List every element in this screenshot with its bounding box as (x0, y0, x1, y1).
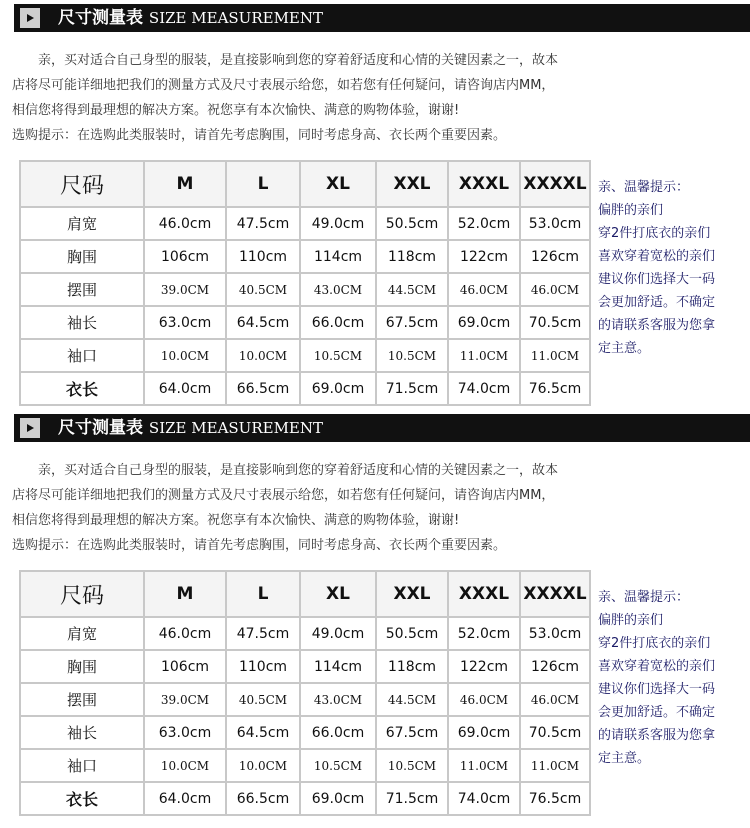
tips-line: 亲、温馨提示： (598, 590, 690, 605)
row-label: 袖长 (20, 306, 144, 339)
table-row (20, 650, 590, 683)
table-cell: 64.5cm (226, 306, 300, 339)
table-cell: 118cm (376, 650, 448, 683)
table-row (20, 716, 590, 749)
table-row (20, 782, 590, 815)
table-cell: 50.5cm (376, 207, 448, 240)
table-cell: 11.0CM (448, 749, 520, 782)
tips-line: 喜欢穿着宽松的亲们 (598, 659, 716, 674)
table-cell: 46.0cm (144, 207, 226, 240)
tips-line: 会更加舒适。不确定 (598, 295, 716, 310)
table-cell: 47.5cm (226, 617, 300, 650)
size-header-cell: M (144, 161, 226, 207)
size-corner-label: 尺码 (20, 571, 144, 617)
table-row (20, 273, 590, 306)
table-cell: 44.5CM (376, 273, 448, 306)
tips-line: 偏胖的亲们 (598, 613, 664, 628)
row-label: 摆围 (20, 273, 144, 306)
tips-line: 建议你们选择大一码 (598, 682, 716, 697)
size-header-cell: L (226, 161, 300, 207)
tips-line: 会更加舒适。不确定 (598, 705, 716, 720)
table-cell: 69.0cm (448, 306, 520, 339)
section-title-cn: 尺寸测量表 (58, 8, 143, 28)
tips-line: 亲、温馨提示： (598, 180, 690, 195)
section-title-en: SIZE MEASUREMENT (148, 9, 324, 27)
size-measurement-section-1 (0, 0, 750, 410)
size-header-row (20, 161, 590, 207)
size-header-cell: XXXL (448, 571, 520, 617)
table-cell: 114cm (300, 650, 376, 683)
table-cell: 46.0CM (520, 683, 590, 716)
table-cell: 11.0CM (520, 749, 590, 782)
table-cell: 10.5CM (376, 749, 448, 782)
table-cell: 47.5cm (226, 207, 300, 240)
table-cell: 67.5cm (376, 716, 448, 749)
tips-line: 偏胖的亲们 (598, 203, 664, 218)
tips-line: 穿2件打底衣的亲们 (598, 636, 711, 651)
section-title-cn: 尺寸测量表 (58, 418, 143, 438)
table-cell: 46.0CM (448, 683, 520, 716)
row-label: 胸围 (20, 240, 144, 273)
table-cell: 69.0cm (300, 782, 376, 815)
table-cell: 63.0cm (144, 716, 226, 749)
table-cell: 50.5cm (376, 617, 448, 650)
table-cell: 11.0CM (448, 339, 520, 372)
table-row (20, 240, 590, 273)
table-cell: 74.0cm (448, 782, 520, 815)
table-cell: 53.0cm (520, 617, 590, 650)
table-row (20, 749, 590, 782)
table-cell: 66.0cm (300, 716, 376, 749)
table-cell: 10.0CM (226, 749, 300, 782)
size-header-row (20, 571, 590, 617)
table-cell: 67.5cm (376, 306, 448, 339)
tips-line: 的请联系客服为您拿 (598, 318, 716, 333)
table-cell: 126cm (520, 650, 590, 683)
row-label: 袖长 (20, 716, 144, 749)
intro-line-1: 亲，买对适合自己身型的服装，是直接影响到您的穿着舒适度和心情的关键因素之一，故本 (38, 463, 559, 478)
tips-line: 定主意。 (598, 341, 651, 356)
size-measurement-section-2 (0, 410, 750, 820)
row-label: 胸围 (20, 650, 144, 683)
table-cell: 69.0cm (300, 372, 376, 405)
size-header-cell: XXXXL (520, 571, 590, 617)
table-row (20, 683, 590, 716)
table-row (20, 339, 590, 372)
size-header-cell: L (226, 571, 300, 617)
table-row (20, 372, 590, 405)
table-cell: 63.0cm (144, 306, 226, 339)
row-label: 衣长 (20, 372, 144, 405)
table-cell: 70.5cm (520, 716, 590, 749)
size-header-cell: XXL (376, 571, 448, 617)
table-cell: 46.0CM (448, 273, 520, 306)
table-cell: 39.0CM (144, 273, 226, 306)
table-cell: 71.5cm (376, 372, 448, 405)
table-cell: 10.0CM (226, 339, 300, 372)
table-cell: 49.0cm (300, 207, 376, 240)
section-title-en: SIZE MEASUREMENT (148, 419, 324, 437)
row-label: 袖口 (20, 749, 144, 782)
tips-line: 喜欢穿着宽松的亲们 (598, 249, 716, 264)
tips-panel (598, 176, 744, 360)
table-row (20, 207, 590, 240)
intro-text (12, 48, 742, 148)
table-cell: 11.0CM (520, 339, 590, 372)
intro-line-2: 店将尽可能详细地把我们的测量方式及尺寸表展示给您，如若您有任何疑问，请咨询店内MM， (12, 488, 555, 503)
section-title (58, 4, 323, 32)
table-cell: 39.0CM (144, 683, 226, 716)
table-cell: 10.0CM (144, 749, 226, 782)
table-cell: 52.0cm (448, 617, 520, 650)
intro-line-1: 亲，买对适合自己身型的服装，是直接影响到您的穿着舒适度和心情的关键因素之一，故本 (38, 53, 559, 68)
table-cell: 66.5cm (226, 372, 300, 405)
size-header-cell: XXXXL (520, 161, 590, 207)
section-header-bar (14, 4, 750, 32)
table-cell: 64.0cm (144, 782, 226, 815)
intro-line-4: 选购提示：在选购此类服装时，请首先考虑胸围，同时考虑身高、衣长两个重要因素。 (12, 128, 507, 143)
table-cell: 76.5cm (520, 372, 590, 405)
tips-line: 建议你们选择大一码 (598, 272, 716, 287)
table-cell: 74.0cm (448, 372, 520, 405)
table-cell: 64.5cm (226, 716, 300, 749)
table-cell: 43.0CM (300, 273, 376, 306)
intro-line-3: 相信您将得到最理想的解决方案。祝您享有本次愉快、满意的购物体验，谢谢! (12, 513, 460, 528)
table-cell: 66.5cm (226, 782, 300, 815)
row-label: 袖口 (20, 339, 144, 372)
table-cell: 106cm (144, 650, 226, 683)
table-cell: 110cm (226, 240, 300, 273)
table-cell: 43.0CM (300, 683, 376, 716)
play-arrow-icon (20, 8, 40, 28)
table-cell: 52.0cm (448, 207, 520, 240)
size-table (19, 570, 591, 816)
table-cell: 122cm (448, 650, 520, 683)
row-label: 摆围 (20, 683, 144, 716)
table-cell: 40.5CM (226, 273, 300, 306)
table-cell: 10.5CM (300, 749, 376, 782)
table-cell: 118cm (376, 240, 448, 273)
intro-text (12, 458, 742, 558)
section-title (58, 414, 323, 442)
table-cell: 70.5cm (520, 306, 590, 339)
table-cell: 46.0CM (520, 273, 590, 306)
intro-line-2: 店将尽可能详细地把我们的测量方式及尺寸表展示给您，如若您有任何疑问，请咨询店内MM， (12, 78, 555, 93)
size-header-cell: XXXL (448, 161, 520, 207)
table-cell: 40.5CM (226, 683, 300, 716)
table-cell: 122cm (448, 240, 520, 273)
table-cell: 46.0cm (144, 617, 226, 650)
tips-panel (598, 586, 744, 770)
size-header-cell: XL (300, 161, 376, 207)
table-cell: 64.0cm (144, 372, 226, 405)
tips-line: 穿2件打底衣的亲们 (598, 226, 711, 241)
play-arrow-icon (20, 418, 40, 438)
tips-line: 定主意。 (598, 751, 651, 766)
table-cell: 69.0cm (448, 716, 520, 749)
table-cell: 66.0cm (300, 306, 376, 339)
table-cell: 10.5CM (300, 339, 376, 372)
row-label: 肩宽 (20, 617, 144, 650)
section-header-bar (14, 414, 750, 442)
table-cell: 49.0cm (300, 617, 376, 650)
table-cell: 110cm (226, 650, 300, 683)
table-row (20, 617, 590, 650)
row-label: 衣长 (20, 782, 144, 815)
table-cell: 10.5CM (376, 339, 448, 372)
table-cell: 10.0CM (144, 339, 226, 372)
size-header-cell: XL (300, 571, 376, 617)
table-cell: 76.5cm (520, 782, 590, 815)
table-cell: 114cm (300, 240, 376, 273)
intro-line-4: 选购提示：在选购此类服装时，请首先考虑胸围，同时考虑身高、衣长两个重要因素。 (12, 538, 507, 553)
size-corner-label: 尺码 (20, 161, 144, 207)
size-table (19, 160, 591, 406)
size-header-cell: XXL (376, 161, 448, 207)
size-header-cell: M (144, 571, 226, 617)
table-cell: 106cm (144, 240, 226, 273)
intro-line-3: 相信您将得到最理想的解决方案。祝您享有本次愉快、满意的购物体验，谢谢! (12, 103, 460, 118)
table-row (20, 306, 590, 339)
table-cell: 44.5CM (376, 683, 448, 716)
table-cell: 126cm (520, 240, 590, 273)
row-label: 肩宽 (20, 207, 144, 240)
table-cell: 53.0cm (520, 207, 590, 240)
table-cell: 71.5cm (376, 782, 448, 815)
tips-line: 的请联系客服为您拿 (598, 728, 716, 743)
